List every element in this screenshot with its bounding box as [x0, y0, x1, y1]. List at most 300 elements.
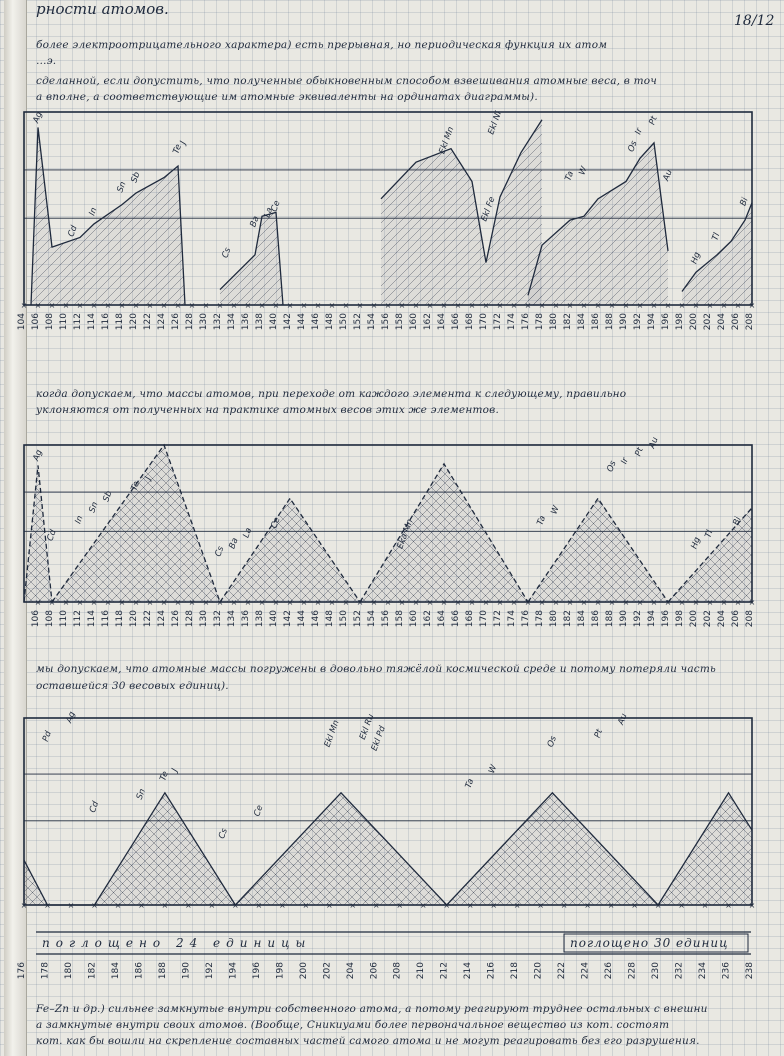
element-label: Bi — [738, 196, 751, 208]
baseline-marker: × — [622, 598, 630, 607]
baseline-marker: × — [636, 301, 644, 310]
lower-line-1: мы допускаем, что атомные массы погружены в довольно тяжёлой космической среде и потому потеряли часть — [36, 663, 716, 675]
hatch-line — [0, 718, 102, 905]
hatch-line — [767, 718, 784, 905]
x-tick-label: 174 — [507, 313, 517, 331]
element-label: Ba — [248, 214, 262, 229]
baseline-marker: × — [720, 301, 728, 310]
x-tick-label: 186 — [134, 962, 145, 980]
baseline-marker: × — [566, 598, 574, 607]
x-tick-label: 198 — [675, 313, 685, 331]
baseline-marker: × — [622, 301, 630, 310]
element-label: Sb — [129, 170, 143, 185]
x-tick-label: 112 — [73, 610, 83, 628]
baseline-marker: × — [372, 901, 380, 910]
x-tick-label: 124 — [157, 313, 167, 331]
x-tick-label: 126 — [171, 610, 181, 628]
hatch-line — [776, 718, 784, 905]
baseline-marker: × — [286, 301, 294, 310]
baseline-marker: × — [230, 598, 238, 607]
x-tick-label: 228 — [627, 962, 638, 980]
hatch-line — [776, 445, 784, 602]
hatch-line — [0, 718, 117, 905]
hatch-line — [0, 718, 90, 905]
baseline-marker: × — [748, 598, 756, 607]
baseline-marker: × — [748, 301, 756, 310]
x-tick-label: 234 — [698, 962, 709, 980]
series-fill — [31, 127, 185, 305]
hatch-line — [749, 112, 784, 305]
hatch-line — [749, 445, 784, 602]
hatch-line — [776, 718, 784, 905]
diagram-3-tick-row — [14, 958, 754, 1002]
hatch-line — [758, 445, 784, 602]
baseline-marker: × — [725, 901, 732, 910]
x-tick-label: 156 — [381, 313, 391, 331]
hatch-line — [758, 445, 784, 602]
hatch-line — [776, 445, 784, 602]
baseline-marker: × — [286, 598, 294, 607]
hatch-line — [0, 718, 117, 905]
baseline-marker: × — [300, 598, 308, 607]
baseline-marker: × — [48, 598, 56, 607]
element-label: Ekl Ru — [357, 712, 377, 742]
x-tick-label: 198 — [675, 610, 685, 628]
element-label: Cd — [45, 528, 59, 543]
hatch-line — [749, 445, 784, 602]
x-tick-label: 192 — [633, 610, 643, 628]
x-tick-label: 172 — [493, 313, 503, 331]
hatch-line — [767, 445, 784, 602]
hatch-line — [749, 112, 784, 305]
baseline-marker: × — [104, 598, 112, 607]
element-label: W — [487, 763, 500, 775]
baseline-marker: × — [454, 598, 462, 607]
baseline-marker: × — [594, 301, 602, 310]
x-tick-label: 180 — [63, 962, 74, 980]
hatch-line — [749, 112, 784, 305]
baseline-marker: × — [608, 301, 616, 310]
hatch-line — [200, 112, 393, 305]
absorbed-24-caption: поглощено 24 единицы — [42, 936, 312, 950]
hatch-line — [767, 112, 784, 305]
element-label: Au — [661, 168, 675, 183]
hatch-line — [758, 718, 784, 905]
x-tick-label: 110 — [59, 313, 69, 331]
hatch-line — [758, 445, 784, 602]
baseline-marker: × — [412, 598, 420, 607]
x-tick-label: 178 — [535, 610, 545, 628]
hatch-line — [758, 718, 784, 905]
baseline-marker: × — [300, 301, 308, 310]
baseline-marker: × — [636, 598, 644, 607]
element-label: Pd — [40, 729, 54, 744]
hatch-line — [749, 445, 784, 602]
x-tick-label: 106 — [31, 313, 41, 331]
baseline-marker: × — [412, 301, 420, 310]
element-label: Pt — [633, 446, 646, 458]
hatch-line — [758, 445, 784, 602]
baseline-marker: × — [650, 598, 658, 607]
x-tick-label: 224 — [580, 962, 591, 980]
hatch-line — [776, 112, 784, 305]
x-tick-label: 194 — [647, 313, 657, 331]
hatch-line — [0, 718, 102, 905]
x-tick-label: 116 — [101, 313, 111, 331]
x-tick-label: 188 — [605, 313, 615, 331]
baseline-marker: × — [34, 598, 42, 607]
hatch-line — [749, 718, 784, 905]
x-tick-label: 186 — [591, 610, 601, 628]
hatch-line — [0, 718, 117, 905]
baseline-marker: × — [496, 301, 504, 310]
x-tick-label: 174 — [507, 610, 517, 628]
baseline-marker: × — [748, 901, 756, 910]
hatch-line — [0, 718, 90, 905]
x-tick-label: 160 — [409, 313, 419, 331]
x-tick-label: 232 — [674, 962, 685, 980]
page-number: 18/12 — [734, 13, 775, 29]
absorption-strip — [36, 930, 751, 956]
baseline-marker: × — [720, 598, 728, 607]
hatch-line — [758, 112, 784, 305]
x-tick-label: 152 — [353, 610, 363, 628]
x-tick-label: 190 — [619, 610, 629, 628]
hatch-line — [776, 112, 784, 305]
x-tick-label: 180 — [549, 313, 559, 331]
x-tick-label: 226 — [604, 962, 615, 980]
hatch-line — [0, 718, 117, 905]
x-tick-label: 182 — [563, 313, 573, 331]
baseline-marker: × — [608, 598, 616, 607]
baseline-marker: × — [384, 598, 392, 607]
x-tick-label: 140 — [269, 313, 279, 331]
baseline-marker: × — [272, 301, 280, 310]
element-label: Ce — [269, 516, 283, 530]
hatch-line — [0, 718, 90, 905]
x-tick-label: 128 — [185, 313, 195, 331]
baseline-marker: × — [202, 301, 210, 310]
x-tick-label: 136 — [241, 313, 251, 331]
element-label: W — [577, 165, 590, 177]
x-tick-label: 122 — [143, 313, 153, 331]
x-tick-label: 196 — [251, 962, 262, 980]
x-tick-label: 108 — [45, 610, 55, 628]
x-tick-label: 154 — [367, 610, 377, 628]
hatch-line — [767, 445, 784, 602]
hatch-line — [758, 112, 784, 305]
element-label: Ir — [633, 126, 645, 137]
baseline-marker: × — [524, 598, 532, 607]
x-tick-label: 114 — [87, 610, 97, 628]
element-label: In — [87, 206, 100, 218]
baseline-marker: × — [692, 301, 700, 310]
baseline-marker: × — [440, 301, 448, 310]
hatch-line — [776, 445, 784, 602]
x-tick-label: 196 — [661, 610, 671, 628]
hatch-line — [749, 445, 784, 602]
baseline-marker: × — [396, 901, 404, 910]
x-tick-label: 220 — [533, 962, 544, 980]
baseline-marker: × — [426, 598, 434, 607]
intro-line-1-end: …э. — [36, 55, 57, 67]
element-label: Eka Mn — [395, 517, 416, 551]
hatch-line — [749, 112, 784, 305]
x-tick-label: 176 — [521, 610, 531, 628]
hatch-line — [200, 112, 393, 305]
baseline-marker: × — [552, 301, 560, 310]
baseline-marker: × — [302, 901, 310, 910]
x-tick-label: 150 — [339, 313, 349, 331]
x-tick-label: 168 — [465, 610, 475, 628]
hatch-line — [758, 445, 784, 602]
baseline-marker: × — [208, 901, 216, 910]
hatch-line — [767, 445, 784, 602]
x-tick-label: 136 — [241, 610, 251, 628]
baseline-marker: × — [580, 301, 588, 310]
x-tick-label: 190 — [181, 962, 192, 980]
baseline-marker: × — [138, 901, 145, 910]
baseline-marker: × — [692, 598, 700, 607]
element-label: Ag — [31, 110, 45, 125]
x-tick-label: 134 — [227, 610, 237, 628]
baseline-marker: × — [104, 301, 112, 310]
x-tick-label: 204 — [717, 610, 727, 628]
x-tick-label: 210 — [416, 962, 427, 980]
hatch-line — [758, 718, 784, 905]
element-label: Cd — [87, 800, 102, 815]
footer-line-1: Fe–Zn и др.) сильнее замкнутые внутри собственного атома, а потому реагируют труднее остальных с внешни — [36, 1003, 708, 1015]
x-tick-label: 170 — [479, 313, 489, 331]
element-label: Au — [616, 712, 630, 727]
hatch-line — [758, 445, 784, 602]
hatch-line — [758, 112, 784, 305]
x-tick-label: 170 — [479, 610, 489, 628]
element-label: Sb — [101, 489, 115, 504]
baseline-marker: × — [706, 598, 714, 607]
hatch-line — [767, 718, 784, 905]
hatch-line — [749, 718, 784, 905]
hatch-line — [767, 112, 784, 305]
element-label: Te — [171, 143, 185, 156]
element-label: Os — [545, 734, 560, 749]
baseline-marker: × — [20, 901, 28, 910]
hatch-line — [758, 718, 784, 905]
baseline-marker: × — [76, 301, 84, 310]
baseline-marker: × — [356, 301, 364, 310]
baseline-marker: × — [510, 301, 518, 310]
element-label: Ce — [252, 803, 266, 818]
hatch-line — [767, 445, 784, 602]
intro-line-1: более электроотрицательного характера) есть прерывная, но периодическая функция их атом — [36, 39, 608, 51]
element-label: Ekl Fe — [479, 195, 498, 223]
x-tick-label: 200 — [689, 610, 699, 628]
hatch-line — [767, 445, 784, 602]
hatch-line — [776, 445, 784, 602]
baseline-marker: × — [188, 301, 196, 310]
baseline-marker: × — [278, 901, 286, 910]
element-label: J — [170, 767, 181, 773]
hatch-line — [758, 112, 784, 305]
baseline-marker: × — [513, 901, 521, 910]
element-label: Ce — [269, 199, 283, 214]
hatch-line — [776, 445, 784, 602]
hatch-line — [758, 718, 784, 905]
baseline-marker: × — [255, 901, 263, 910]
baseline-marker: × — [118, 598, 126, 607]
series-fill — [381, 149, 486, 305]
hatch-line — [758, 445, 784, 602]
x-tick-label: 156 — [381, 610, 391, 628]
x-tick-label: 166 — [451, 610, 461, 628]
baseline-marker: × — [185, 901, 192, 910]
hatch-line — [200, 112, 393, 305]
x-tick-label: 128 — [185, 610, 195, 628]
x-tick-label: 118 — [115, 610, 125, 628]
element-label: Cs — [213, 545, 227, 559]
baseline-marker: × — [384, 301, 392, 310]
x-tick-label: 176 — [521, 313, 531, 331]
baseline-marker: × — [62, 598, 70, 607]
element-label: Ekl Mn — [322, 718, 342, 749]
x-tick-label: 196 — [661, 313, 671, 331]
element-label: Au — [647, 435, 661, 450]
hatch-line — [200, 112, 393, 305]
hatch-line — [0, 718, 90, 905]
baseline-marker: × — [584, 901, 591, 910]
x-tick-label: 146 — [311, 610, 321, 628]
diagram-2 — [14, 435, 756, 652]
baseline-marker: × — [538, 598, 546, 607]
baseline-marker: × — [566, 301, 574, 310]
x-tick-label: 116 — [101, 610, 111, 628]
baseline-marker: × — [44, 901, 51, 910]
baseline-marker: × — [510, 598, 518, 607]
baseline-marker: × — [132, 598, 140, 607]
x-tick-label: 154 — [367, 313, 377, 331]
baseline-marker: × — [524, 301, 532, 310]
x-tick-label: 236 — [721, 962, 732, 980]
element-label: Ekl Ni — [486, 109, 505, 137]
hatch-line — [0, 718, 117, 905]
baseline-marker: × — [664, 598, 672, 607]
baseline-marker: × — [560, 901, 568, 910]
x-tick-label: 168 — [465, 313, 475, 331]
baseline-marker: × — [580, 598, 588, 607]
x-tick-label: 216 — [486, 962, 497, 980]
hatch-line — [749, 718, 784, 905]
x-tick-label: 182 — [563, 610, 573, 628]
hatch-line — [776, 112, 784, 305]
hatch-line — [776, 445, 784, 602]
hatch-line — [776, 718, 784, 905]
baseline-marker: × — [356, 598, 364, 607]
baseline-marker: × — [161, 901, 169, 910]
hatch-line — [767, 445, 784, 602]
element-label: Bi — [731, 515, 744, 527]
series-fill — [528, 498, 668, 602]
x-tick-label: 132 — [213, 313, 223, 331]
hatch-line — [767, 445, 784, 602]
x-tick-label: 138 — [255, 610, 265, 628]
baseline-marker: × — [349, 901, 357, 910]
x-tick-label: 172 — [493, 610, 503, 628]
x-tick-label: 192 — [633, 313, 643, 331]
baseline-marker: × — [440, 598, 448, 607]
baseline-marker: × — [230, 301, 238, 310]
baseline-marker: × — [91, 901, 98, 910]
baseline-marker: × — [631, 901, 638, 910]
x-tick-label: 158 — [395, 313, 405, 331]
element-label: La — [241, 526, 255, 540]
element-label: J — [178, 139, 189, 146]
hatch-line — [758, 718, 784, 905]
hatch-line — [0, 718, 102, 905]
x-tick-label: 188 — [157, 962, 168, 980]
lower-line-2: оставшейся 30 весовых единиц). — [36, 680, 229, 692]
x-tick-label: 186 — [591, 313, 601, 331]
hatch-line — [767, 112, 784, 305]
element-label: Sn — [87, 500, 101, 515]
element-label: Sn — [115, 180, 129, 194]
x-tick-label: 178 — [535, 313, 545, 331]
hatch-line — [758, 112, 784, 305]
x-tick-label: 106 — [31, 610, 41, 628]
diagram-1 — [14, 110, 754, 372]
baseline-marker: × — [174, 301, 182, 310]
x-tick-label: 218 — [510, 962, 521, 980]
baseline-marker: × — [664, 301, 672, 310]
x-tick-label: 200 — [689, 313, 699, 331]
hatch-line — [0, 718, 126, 905]
diagram-3 — [14, 710, 756, 910]
hatch-line — [758, 718, 784, 905]
hatch-line — [0, 718, 126, 905]
baseline-marker: × — [370, 301, 378, 310]
hatch-line — [758, 445, 784, 602]
baseline-marker: × — [342, 598, 350, 607]
x-tick-label: 184 — [110, 962, 121, 980]
x-tick-label: 114 — [87, 313, 97, 331]
x-tick-label: 214 — [463, 962, 474, 980]
x-tick-label: 208 — [745, 313, 755, 331]
intro-line-3: а вполне, а соответствующие им атомные эквиваленты на ординатах диаграммы). — [36, 91, 538, 103]
element-label: Hg — [689, 535, 703, 551]
baseline-marker: × — [466, 901, 474, 910]
x-tick-label: 198 — [275, 962, 286, 980]
x-tick-label: 204 — [717, 313, 727, 331]
hatch-line — [758, 445, 784, 602]
hatch-line — [749, 718, 784, 905]
hatch-line — [749, 718, 784, 905]
hatch-line — [749, 445, 784, 602]
element-label: Ekl Mn — [437, 125, 457, 156]
x-tick-label: 146 — [311, 313, 321, 331]
hatch-line — [767, 718, 784, 905]
hatch-line — [776, 445, 784, 602]
hatch-line — [0, 718, 102, 905]
x-tick-label: 162 — [423, 610, 433, 628]
baseline-marker: × — [496, 598, 504, 607]
baseline-marker: × — [490, 901, 498, 910]
baseline-marker: × — [174, 598, 182, 607]
element-label: Ag — [31, 448, 45, 463]
hatch-line — [191, 112, 384, 305]
hatch-line — [767, 718, 784, 905]
x-tick-label: 126 — [171, 313, 181, 331]
x-tick-label: 150 — [339, 610, 349, 628]
hatch-line — [776, 718, 784, 905]
